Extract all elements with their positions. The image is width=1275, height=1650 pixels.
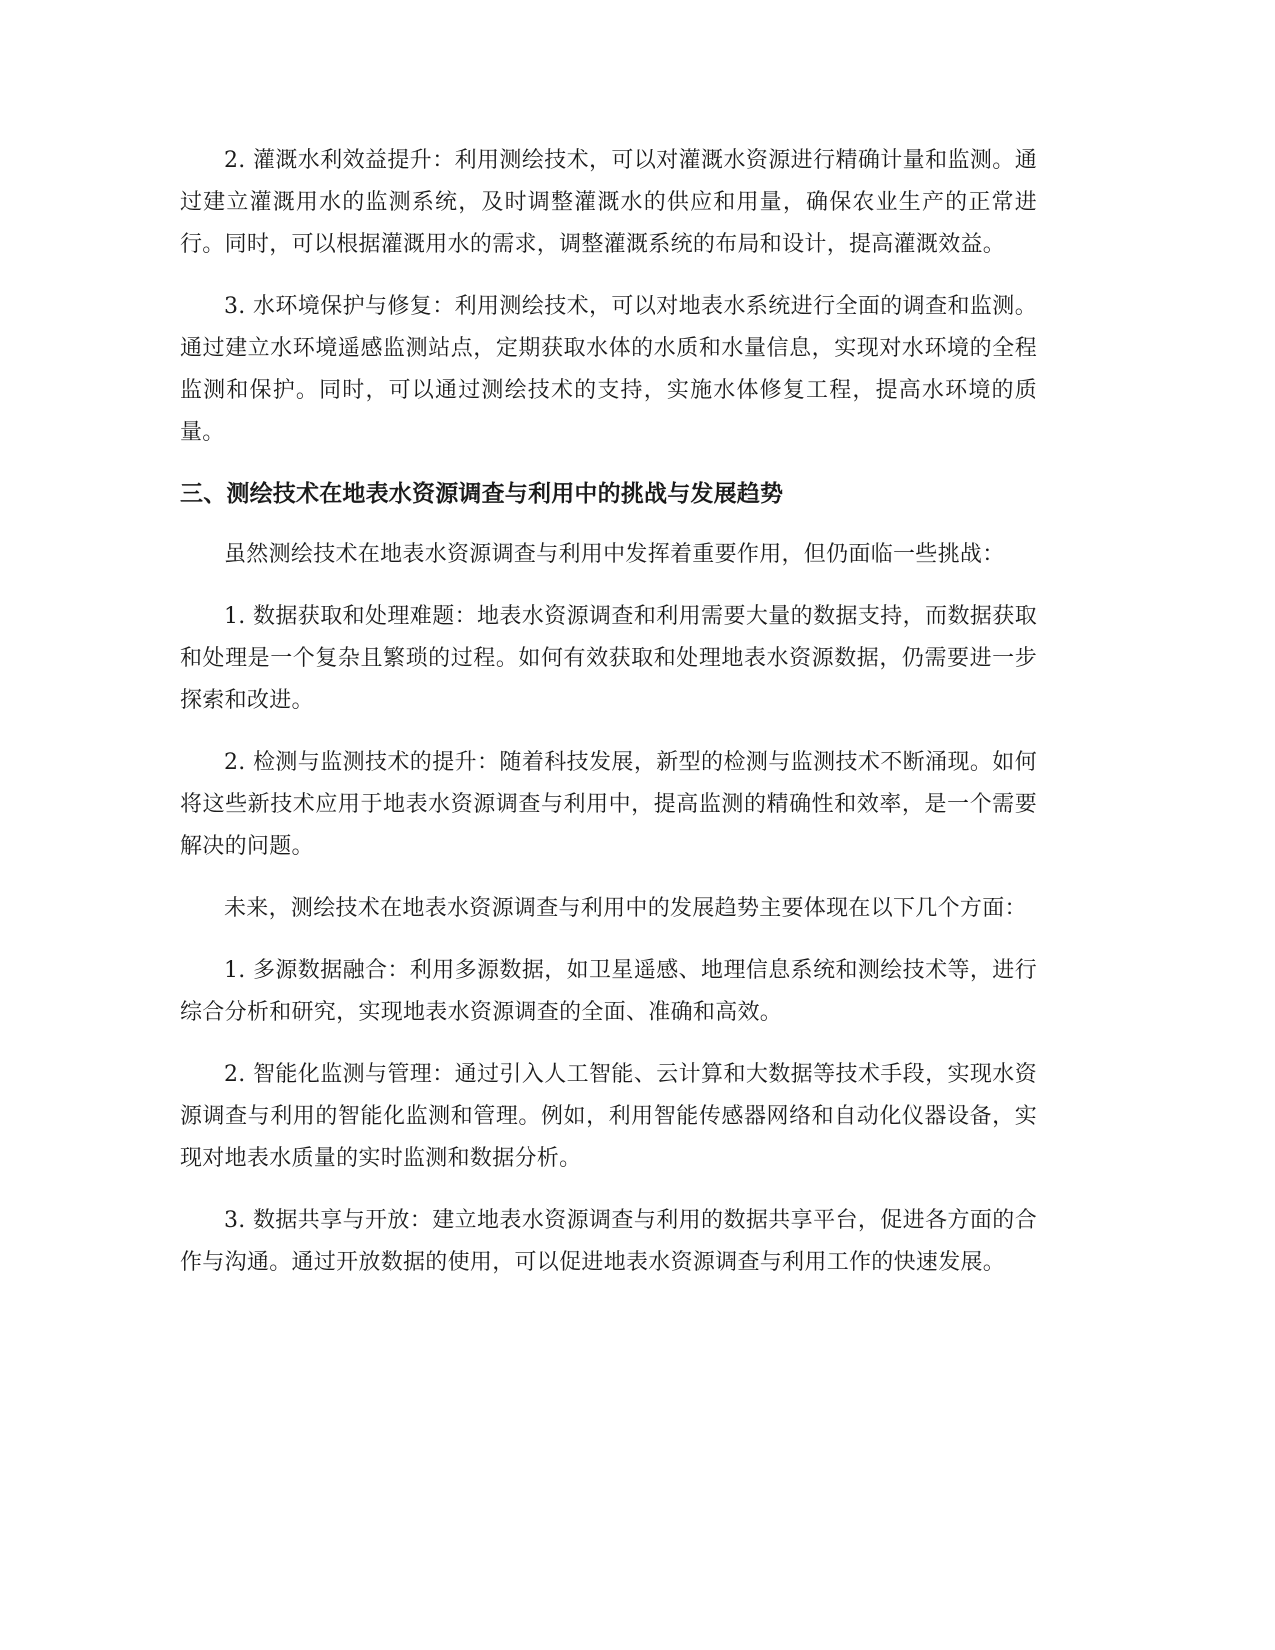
section-heading-challenges: 三、测绘技术在地表水资源调查与利用中的挑战与发展趋势	[180, 481, 784, 507]
paragraph-trends-intro: 未来，测绘技术在地表水资源调查与利用中的发展趋势主要体现在以下几个方面：	[224, 896, 1027, 921]
paragraph-monitoring-tech: 2. 检测与监测技术的提升：随着科技发展，新型的检测与监测技术不断涌现。如何将这些新技术应用于地表水资源调查与利用中，提高监测的精确性和效率，是一个需要解决的问题。	[180, 750, 1037, 859]
paragraph-data-sharing: 3. 数据共享与开放：建立地表水资源调查与利用的数据共享平台，促进各方面的合作与沟通。通过开放数据的使用，可以促进地表水资源调查与利用工作的快速发展。	[180, 1208, 1037, 1275]
paragraph-data-fusion: 1. 多源数据融合：利用多源数据，如卫星遥感、地理信息系统和测绘技术等，进行综合分析和研究，实现地表水资源调查的全面、准确和高效。	[180, 958, 1037, 1025]
paragraph-data-acquisition: 1. 数据获取和处理难题：地表水资源调查和利用需要大量的数据支持，而数据获取和处理是一个复杂且繁琐的过程。如何有效获取和处理地表水资源数据，仍需要进一步探索和改进。	[180, 604, 1037, 713]
paragraph-irrigation-benefit: 2. 灌溉水利效益提升：利用测绘技术，可以对灌溉水资源进行精确计量和监测。通过建立灌溉用水的监测系统，及时调整灌溉水的供应和用量，确保农业生产的正常进行。同时，可以根据灌溉用水的需求，调整灌溉系统的布局和设计，提高灌溉效益。	[180, 148, 1037, 257]
paragraph-intelligent-monitoring: 2. 智能化监测与管理：通过引入人工智能、云计算和大数据等技术手段，实现水资源调查与利用的智能化监测和管理。例如，利用智能传感器网络和自动化仪器设备，实现对地表水质量的实时监测和数据分析。	[180, 1062, 1037, 1171]
paragraph-water-environment: 3. 水环境保护与修复：利用测绘技术，可以对地表水系统进行全面的调查和监测。通过建立水环境遥感监测站点，定期获取水体的水质和水量信息，实现对水环境的全程监测和保护。同时，可以通过测绘技术的支持，实施水体修复工程，提高水环境的质量。	[180, 294, 1037, 445]
paragraph-challenges-intro: 虽然测绘技术在地表水资源调查与利用中发挥着重要作用，但仍面临一些挑战：	[224, 542, 1005, 567]
document-page	[180, 140, 1037, 1304]
